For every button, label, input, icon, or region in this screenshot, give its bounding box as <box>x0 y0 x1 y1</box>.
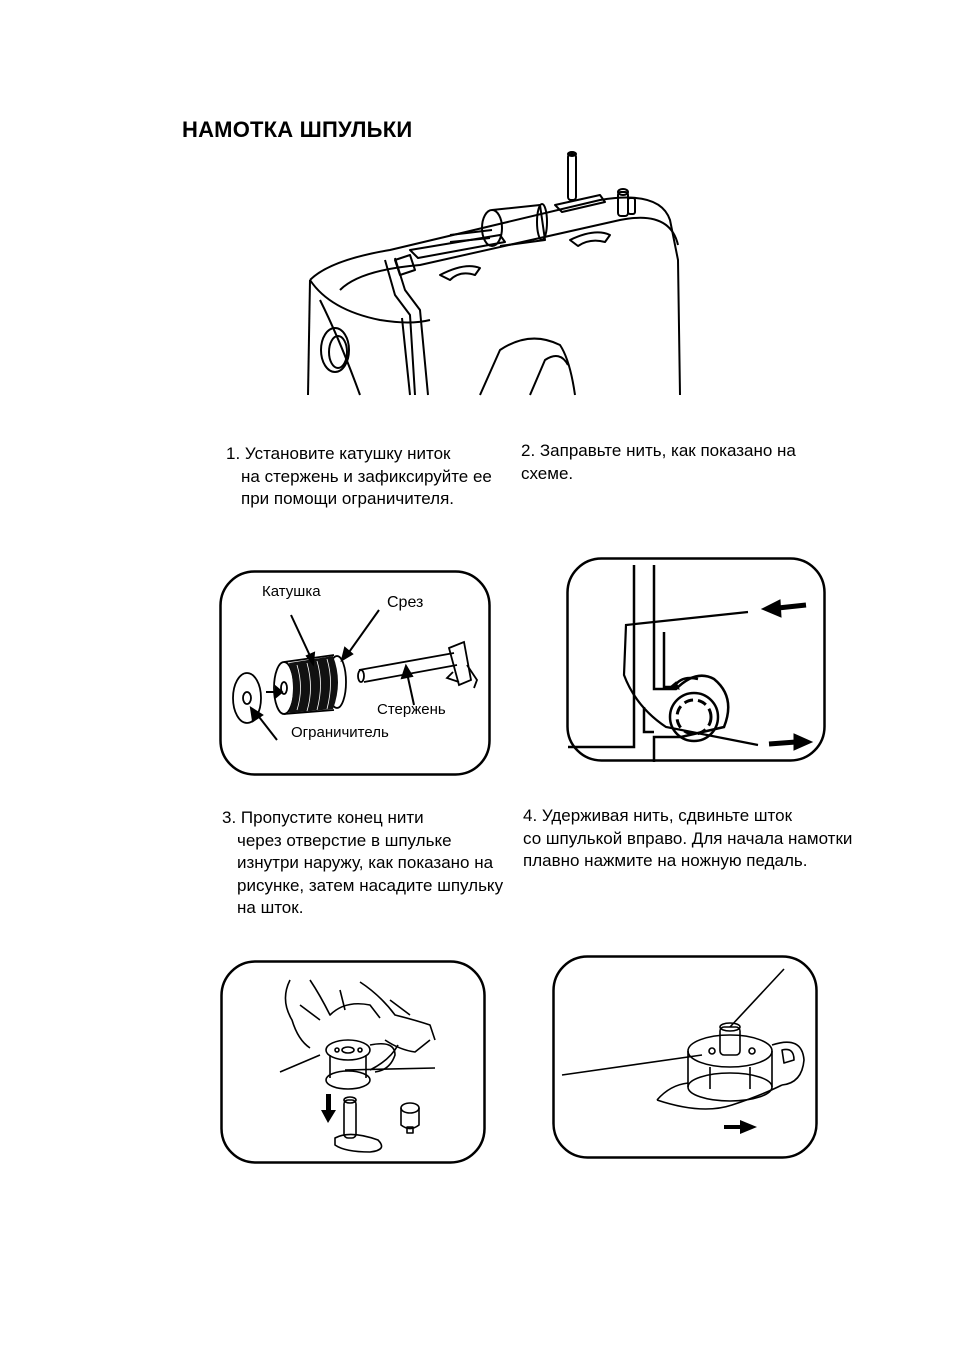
step-4-first-line: 4. Удерживая нить, сдвиньте шток <box>523 806 793 825</box>
figure-3-bobbin-placement <box>220 960 486 1164</box>
figure-2-thread-diagram <box>566 557 826 762</box>
step-2-text <box>521 440 851 485</box>
figure-4-winding <box>552 955 818 1159</box>
step-3-first-line: 3. Пропустите конец нити <box>222 808 424 827</box>
step-2-rest: схеме. <box>521 463 574 483</box>
label-pin: Стержень <box>377 701 446 718</box>
label-cap: Ограничитель <box>291 724 389 741</box>
page-title: НАМОТКА ШПУЛЬКИ <box>182 117 413 142</box>
step-2-first-line: 2. Заправьте нить, как показано на <box>521 441 796 460</box>
step-4-rest: со шпулькой вправо. Для начала намотки плавно нажмите на ножную педаль. <box>523 828 853 870</box>
step-1-first-line: 1. Установите катушку ниток <box>226 444 451 463</box>
step-1-rest: на стержень и зафиксируйте ее при помощи ограничителя. <box>241 466 492 508</box>
sewing-machine-illustration <box>300 150 690 400</box>
figure-1-spool-pin <box>219 570 491 776</box>
label-spool: Катушка <box>262 583 321 600</box>
label-cut: Срез <box>387 594 424 611</box>
step-3-text <box>222 807 512 920</box>
step-4-text <box>523 805 863 873</box>
step-1-text <box>226 443 516 511</box>
step-3-rest: через отверстие в шпульке изнутри наружу, как показано на рисунке, затем насадите шпульку на шток. <box>237 830 504 917</box>
